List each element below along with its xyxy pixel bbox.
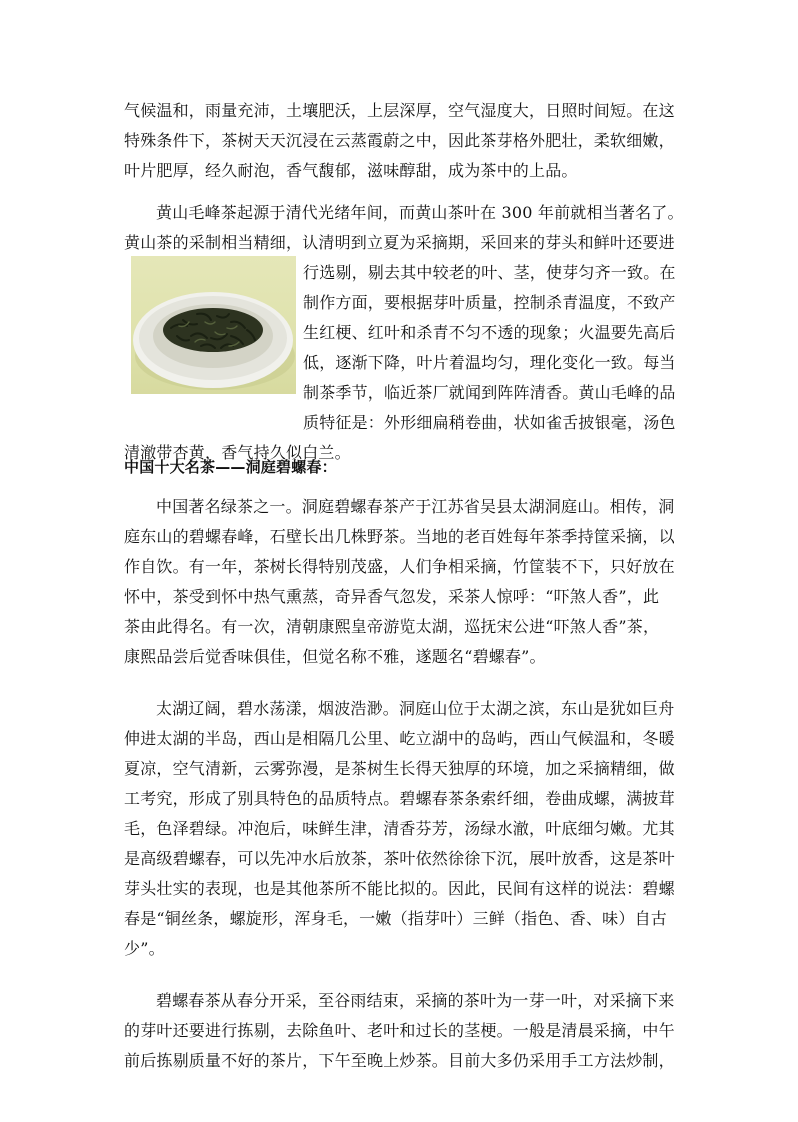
paragraph-4-line-8: 春是“铜丝条，螺旋形，浑身毛，一嫩（指芽叶）三鲜（指色、香、味）自古 [124,909,667,928]
paragraph-3-line-2: 庭东山的碧螺春峰，石壁长出几株野茶。当地的老百姓每年茶季持筐采摘，以 [124,527,675,546]
paragraph-4-line-7: 芽头壮实的表现，也是其他茶所不能比拟的。因此，民间有这样的说法：碧螺 [124,879,675,898]
paragraph-4-line-6: 是高级碧螺春，可以先冲水后放茶，茶叶依然徐徐下沉，展叶放香，这是茶叶 [124,849,675,868]
paragraph-4-line-9: 少”。 [124,939,165,958]
paragraph-5-line-1: 碧螺春茶从春分开采，至谷雨结束，采摘的茶叶为一芽一叶，对采摘下来 [156,991,675,1010]
paragraph-4-line-2: 伸进太湖的半岛，西山是相隔几公里、屹立湖中的岛屿，西山气候温和，冬暖 [124,729,675,748]
paragraph-5-line-3: 前后拣剔质量不好的茶片，下午至晚上炒茶。目前大多仍采用手工方法炒制， [124,1051,675,1070]
paragraph-2-line-3: 行选剔，剔去其中较老的叶、茎，使芽匀齐一致。在 [303,263,676,282]
paragraph-2-line-9: 清澈带杏黄，香气持久似白兰。 [124,443,351,462]
paragraph-4-line-4: 工考究，形成了别具特色的品质特点。碧螺春茶条索纤细，卷曲成螺，满披茸 [124,789,675,808]
paragraph-2-line-7: 制茶季节，临近茶厂就闻到阵阵清香。黄山毛峰的品 [303,383,676,402]
paragraph-3-line-6: 康熙品尝后觉香味俱佳，但觉名称不雅，遂题名“碧螺春”。 [124,647,546,666]
paragraph-2-line-2: 黄山茶的采制相当精细，认清明到立夏为采摘期，采回来的芽头和鲜叶还要进 [124,233,675,252]
paragraph-1-line-2: 特殊条件下，茶树天天沉浸在云蒸霞蔚之中，因此茶芽格外肥壮，柔软细嫩， [124,131,675,150]
paragraph-2-line-4: 制作方面，要根据芽叶质量，控制杀青温度，不致产 [303,293,676,312]
paragraph-1-line-3: 叶片肥厚，经久耐泡，香气馥郁，滋味醇甜，成为茶中的上品。 [124,161,578,180]
paragraph-4-line-1: 太湖辽阔，碧水荡漾，烟波浩渺。洞庭山位于太湖之滨，东山是犹如巨舟 [156,699,675,718]
paragraph-3-line-1: 中国著名绿茶之一。洞庭碧螺春茶产于江苏省吴县太湖洞庭山。相传，洞 [156,497,675,516]
paragraph-3-line-4: 怀中，茶受到怀中热气熏蒸，奇异香气忽发，采茶人惊呼：“吓煞人香”，此 [124,587,660,606]
paragraph-3-line-3: 作自饮。有一年，茶树长得特别茂盛，人们争相采摘，竹筐装不下，只好放在 [124,557,675,576]
paragraph-1-line-1: 气候温和，雨量充沛，土壤肥沃，上层深厚，空气湿度大，日照时间短。在这 [124,101,675,120]
paragraph-2-line-6: 低，逐渐下降，叶片着温均匀，理化变化一致。每当 [303,353,676,372]
paragraph-4-line-3: 夏凉，空气清新，云雾弥漫，是茶树生长得天独厚的环境，加之采摘精细，做 [124,759,675,778]
paragraph-4-line-5: 毛，色泽碧绿。冲泡后，味鲜生津，清香芬芳，汤绿水澈，叶底细匀嫩。尤其 [124,819,675,838]
paragraph-2-line-8: 质特征是：外形细扁稍卷曲，状如雀舌披银毫，汤色 [303,413,676,432]
tea-plate-photo [131,256,296,394]
paragraph-2-line-1: 黄山毛峰茶起源于清代光绪年间，而黄山茶叶在 300 年前就相当著名了。 [156,203,684,222]
paragraph-5-line-2: 的芽叶还要进行拣剔，去除鱼叶、老叶和过长的茎梗。一般是清晨采摘，中午 [124,1021,675,1040]
paragraph-3-line-5: 茶由此得名。有一次，清朝康熙皇帝游览太湖，巡抚宋公进“吓煞人香”茶， [124,617,660,636]
section-heading: 中国十大名茶——洞庭碧螺春： [124,458,337,476]
paragraph-2-line-5: 生红梗、红叶和杀青不匀不透的现象；火温要先高后 [303,323,676,342]
